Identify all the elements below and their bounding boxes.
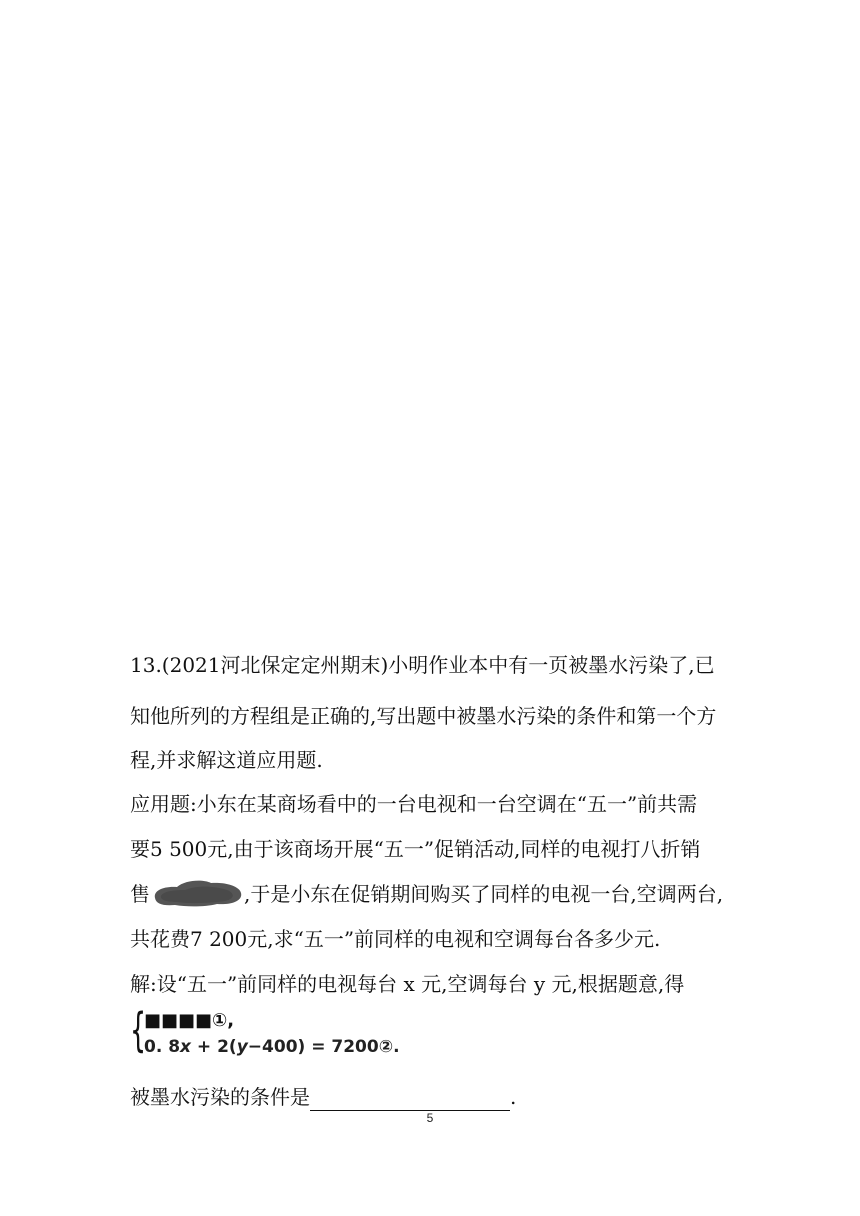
problem-line-8: 解:设“五一”前同样的电视每台 x 元,空调每台 y 元,根据题意,得 [130,972,685,996]
problem-line-7: 共花费7 200元,求“五一”前同样的电视和空调每台各多少元. [130,927,661,951]
eq2-var-y: y [236,1037,248,1057]
eq2-part-b: + 2( [191,1037,237,1057]
problem-line-1: 13.(2021河北保定定州期末)小明作业本中有一页被墨水污染了,已 [130,653,715,677]
problem-line-2: 知他所列的方程组是正确的,写出题中被墨水污染的条件和第一个方 [130,704,717,728]
eq2-part-c: −400) = 7200②. [247,1037,400,1057]
equation-2 [144,1036,400,1058]
question-line [130,1083,516,1111]
left-brace: { [130,1003,147,1057]
problem-line-5: 要5 500元,由于该商场开展“五一”促销活动,同样的电视打八折销 [130,837,701,861]
question-suffix: . [510,1085,517,1109]
page-number: 5 [426,1111,434,1125]
problem-line-3: 程,并求解这道应用题. [130,748,323,772]
equation-1: ■■■■①, [144,1010,235,1031]
question-prefix: 被墨水污染的条件是 [130,1085,310,1109]
ink-stain-icon [151,876,243,908]
problem-line-6-end: ,于是小东在促销期间购买了同样的电视一台,空调两台, [244,882,724,906]
eq2-var-x: x [180,1037,192,1057]
problem-line-4: 应用题:小东在某商场看中的一台电视和一台空调在“五一”前共需 [130,792,698,816]
answer-blank[interactable] [310,1090,510,1111]
eq2-part-a: 0. 8 [144,1037,181,1057]
problem-line-6-start: 售 [130,882,150,906]
